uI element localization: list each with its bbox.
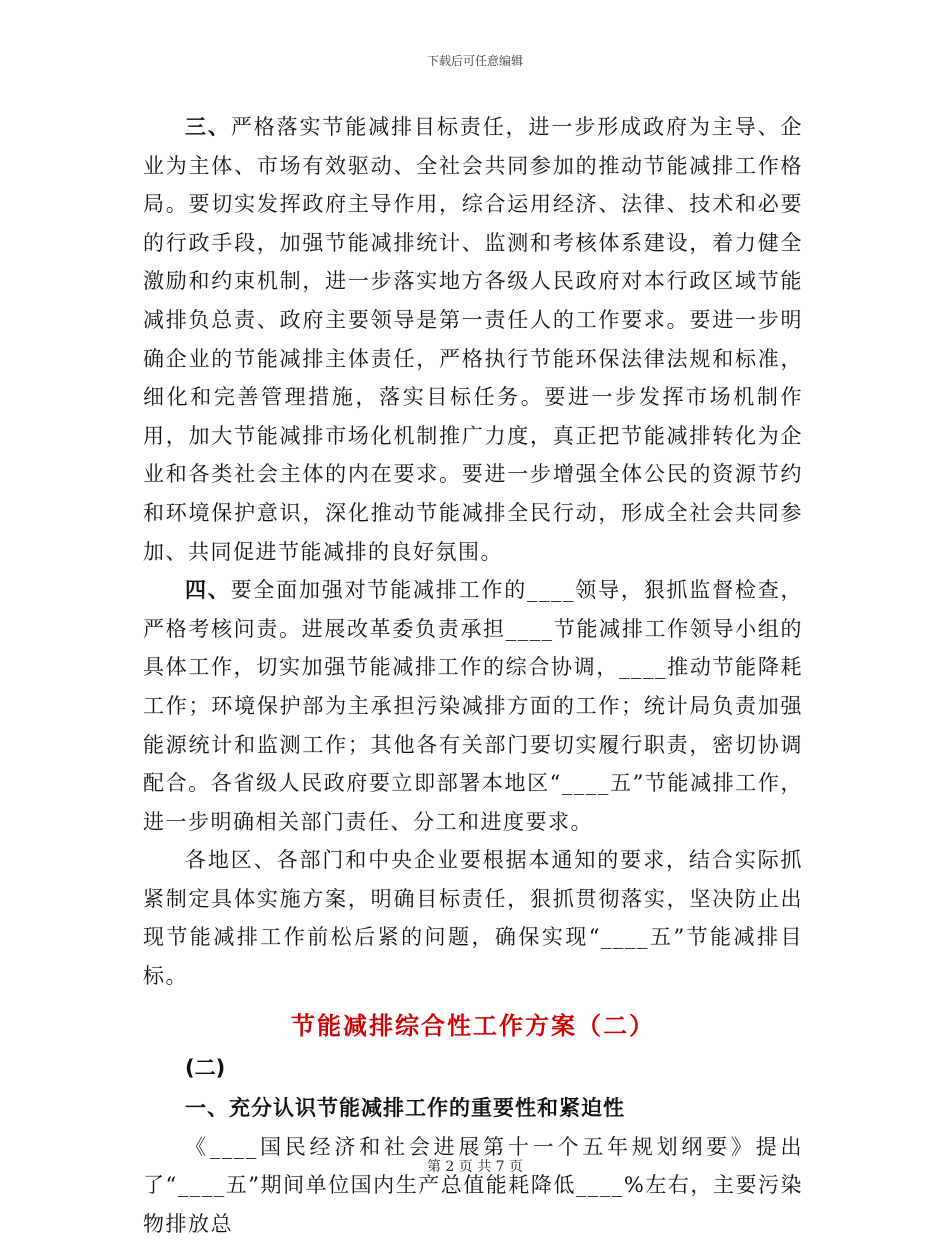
paragraph-4 bbox=[143, 571, 803, 841]
paragraph-5: 各地区、各部门和中央企业要根据本通知的要求，结合实际抓紧制定具体实施方案，明确目标责任，狠抓贯彻落实，坚决防止出现节能减排工作前松后紧的问题，确保实现“____五”节能减排目标。 bbox=[143, 848, 803, 989]
section-paragraph: 《____国民经济和社会进展第十一个五年规划纲要》提出了“____五”期间单位国内生产总值能耗降低____%左右，主要污染物排放总 bbox=[143, 1134, 803, 1236]
paragraph-3 bbox=[143, 108, 803, 571]
document-body bbox=[143, 108, 803, 1243]
page-number: 第 2 页 共 7 页 bbox=[426, 1159, 524, 1175]
section-heading: 一、充分认识节能减排工作的重要性和紧迫性 bbox=[185, 1095, 625, 1120]
paragraph-4-lead: 四、 bbox=[185, 577, 231, 603]
header-note: 下载后可任意编辑 bbox=[426, 54, 523, 68]
paragraph-3-lead: 三、 bbox=[185, 114, 231, 139]
document-title: 节能减排综合性工作方案（二） bbox=[291, 1010, 655, 1040]
paragraph-4-text: 要全面加强对节能减排工作的____领导，狠抓监督检查，严格考核问责。进展改革委负责承担____节能减排工作领导小组的具体工作，切实加强节能减排工作的综合协调，____推动节能降耗工作；环境保护部为主承担污染减排方面的工作；统计局负责加强能源统计和监测工作；其他各有关部门要切实履行职责，密切协调配合。各省级人民政府要立即部署本地区“____五”节能减排工作，进一步明确相关部门责任、分工和进度要求。 bbox=[143, 578, 804, 834]
paragraph-3-text: 严格落实节能减排目标责任，进一步形成政府为主导、企业为主体、市场有效驱动、全社会共同参加的推动节能减排工作格局。要切实发挥政府主导作用，综合运用经济、法律、技术和必要的行政手段，加强节能减排统计、监测和考核体系建设，着力健全激励和约束机制，进一步落实地方各级人民政府对本行政区域节能减排负总责、政府主要领导是第一责任人的工作要求。要进一步明确企业的节能减排主体责任，严格执行节能环保法律法规和标准，细化和完善管理措施，落实目标任务。要进一步发挥市场机制作用，加大节能减排市场化机制推广力度，真正把节能减排转化为企业和各类社会主体的内在要求。要进一步增强全体公民的资源节约和环境保护意识，深化推动节能减排全民行动，形成全社会共同参加、共同促进节能减排的良好氛围。 bbox=[143, 115, 804, 564]
section-label: (二) bbox=[185, 1055, 226, 1080]
